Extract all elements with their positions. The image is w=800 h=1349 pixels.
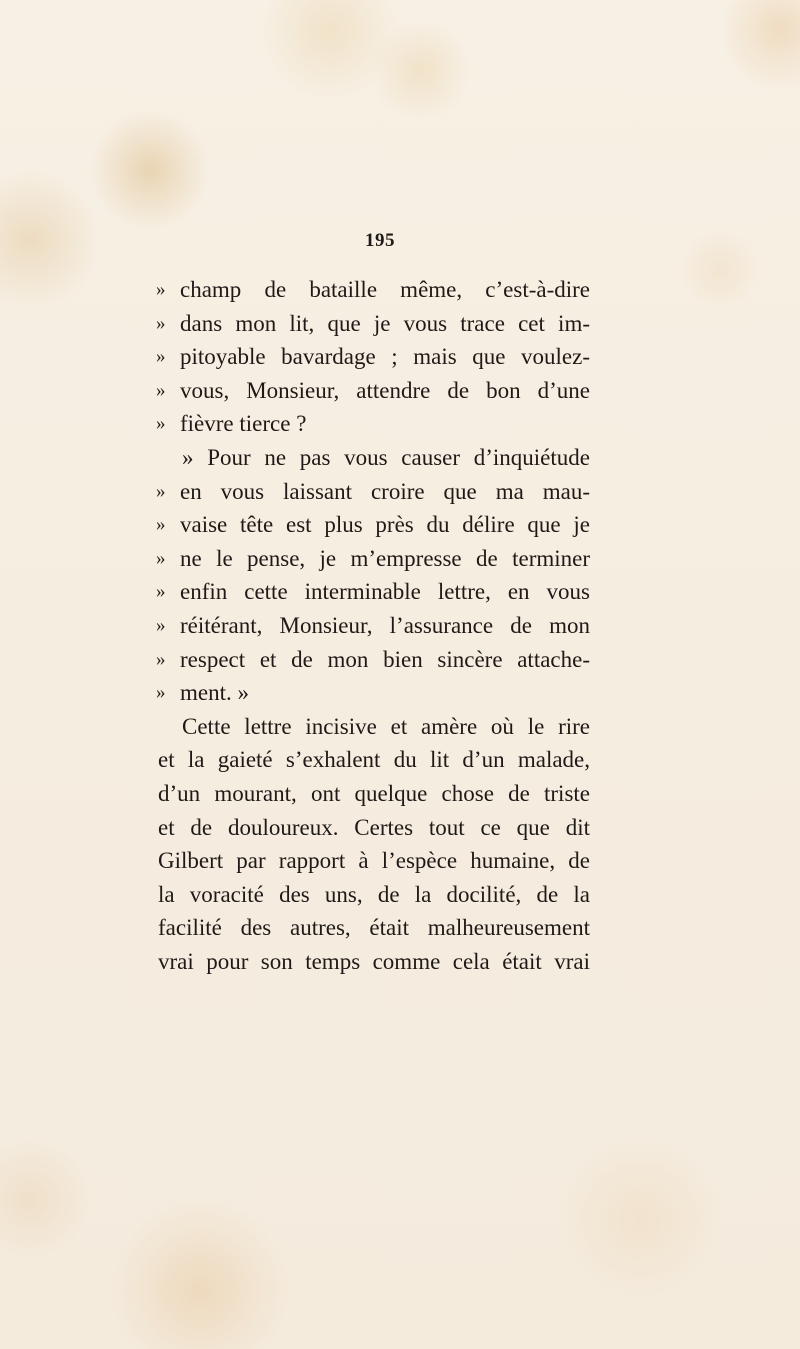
line-text: enfin cette interminable lettre, en vous — [180, 579, 590, 605]
quote-mark: » — [156, 514, 166, 536]
text-line — [158, 643, 590, 677]
line-text: facilité des autres, était malheureusement — [158, 915, 590, 941]
page-number: 195 — [365, 230, 395, 251]
text-line — [158, 710, 590, 744]
quote-mark: » — [156, 648, 166, 670]
quote-mark: » — [156, 413, 166, 435]
line-text: vrai pour son temps comme cela était vrai — [158, 948, 590, 974]
text-line — [158, 911, 590, 945]
line-text: ne le pense, je m’empresse de terminer — [180, 545, 590, 571]
quote-mark: » — [156, 312, 166, 334]
line-text: et de douloureux. Certes tout ce que dit — [158, 814, 590, 840]
line-text: dans mon lit, que je vous trace cet im- — [180, 310, 590, 336]
quote-mark: » — [156, 379, 166, 401]
quote-mark: » — [156, 279, 166, 300]
text-line — [158, 542, 590, 576]
text-line — [158, 811, 590, 845]
line-text: vaise tête est plus près du délire que je — [180, 512, 590, 538]
quote-mark: » — [156, 547, 166, 569]
line-text: Gilbert par rapport à l’espèce humaine, de — [158, 848, 590, 874]
quote-mark: » — [156, 581, 166, 603]
body-text — [158, 273, 590, 978]
text-line — [158, 945, 590, 979]
text-line — [158, 743, 590, 777]
line-text: vous, Monsieur, attendre de bon d’une — [180, 377, 590, 403]
text-line — [158, 777, 590, 811]
line-text: d’un mourant, ont quelque chose de triste — [158, 780, 590, 806]
text-line — [158, 575, 590, 609]
line-text: ment. » — [180, 680, 249, 706]
text-line — [158, 340, 590, 374]
text-line — [158, 307, 590, 341]
line-text: pitoyable bavardage ; mais que voulez- — [180, 344, 590, 370]
text-line — [158, 407, 590, 441]
line-text: et la gaieté s’exhalent du lit d’un malade, — [158, 747, 590, 773]
text-line — [158, 676, 590, 710]
line-text: Cette lettre incisive et amère où le rire — [182, 713, 590, 739]
text-line — [158, 609, 590, 643]
line-text: réitérant, Monsieur, l’assurance de mon — [180, 612, 590, 638]
line-text: » Pour ne pas vous causer d’inquiétude — [182, 444, 590, 470]
text-line — [158, 374, 590, 408]
line-text: champ de bataille même, c’est-à-dire — [180, 277, 590, 302]
text-line — [158, 878, 590, 912]
line-text: en vous laissant croire que ma mau- — [180, 478, 590, 504]
text-line — [158, 844, 590, 878]
quote-mark: » — [156, 614, 166, 636]
text-line — [158, 475, 590, 509]
quote-mark: » — [156, 682, 166, 704]
text-line — [158, 508, 590, 542]
quote-mark: » — [156, 346, 166, 368]
text-line — [158, 441, 590, 475]
line-text: fièvre tierce ? — [180, 411, 307, 437]
quote-mark: » — [156, 480, 166, 502]
text-line — [158, 273, 590, 307]
line-text: respect et de mon bien sincère attache- — [180, 646, 590, 672]
line-text: la voracité des uns, de la docilité, de la — [158, 881, 590, 907]
